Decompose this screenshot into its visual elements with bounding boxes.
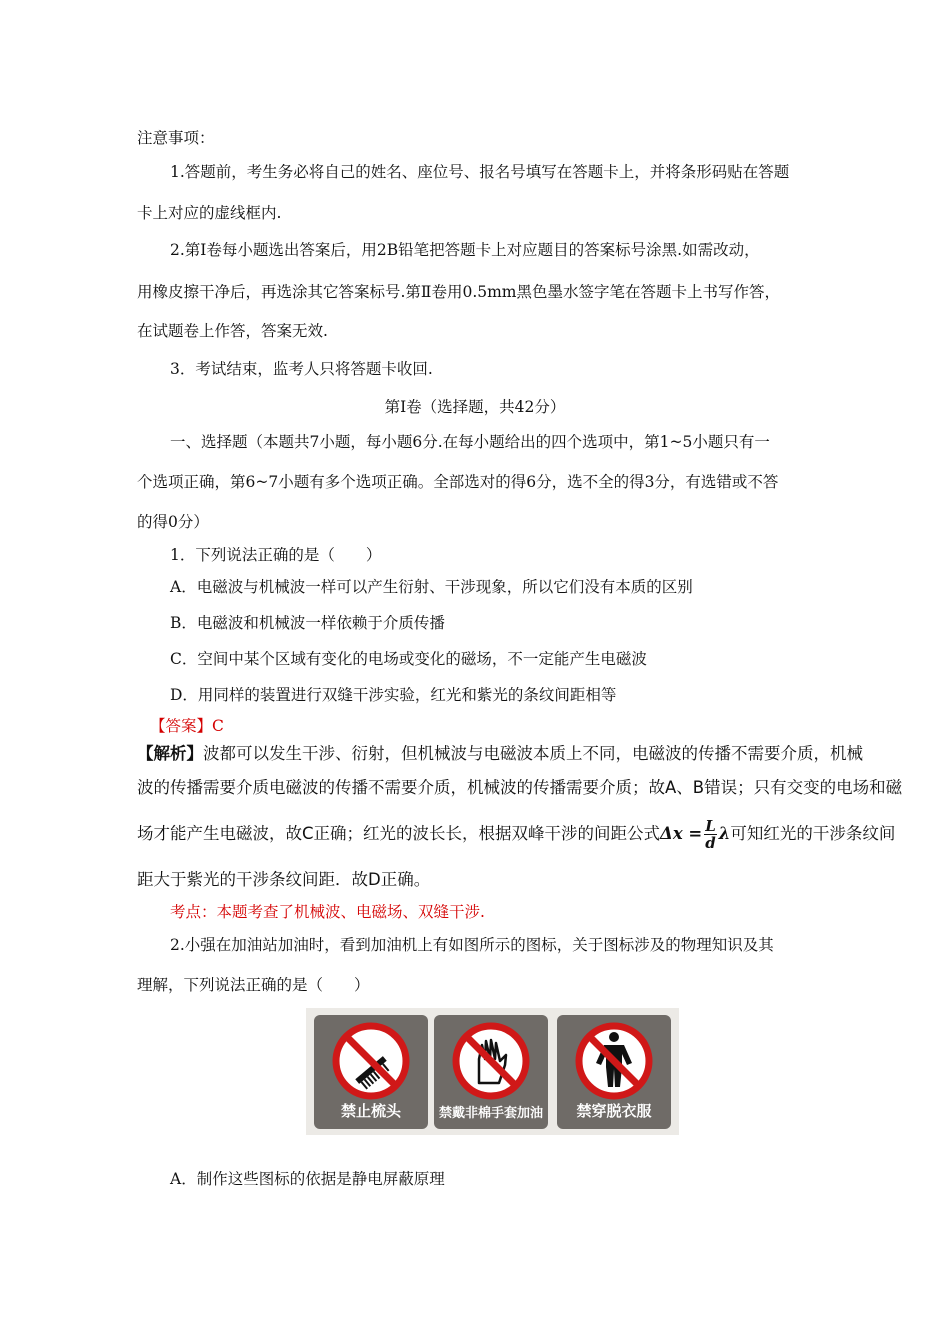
answer-tag: 【答案】 — [150, 717, 213, 735]
notice-item-3: 3．考试结束，监考人只将答题卡收回. — [170, 360, 433, 378]
notice-item-2: 2.第Ⅰ卷每小题选出答案后，用2B铅笔把答题卡上对应题目的答案标号涂黑.如需改动， — [170, 241, 760, 259]
formula-rhs: λ — [718, 824, 731, 843]
analysis-text-3b: 可知红光的干涉条纹间 — [730, 824, 896, 843]
q2-stem: 2.小强在加油站加油时，看到加油机上有如图所示的图标，关于图标涉及的物理知识及其 — [170, 936, 774, 954]
notice-item-1: 1.答题前，考生务必将自己的姓名、座位号、报名号填写在答题卡上，并将条形码贴在答题 — [170, 163, 790, 181]
q1-analysis-3 — [137, 818, 895, 851]
q1-stem: 1．下列说法正确的是（ ） — [170, 546, 382, 564]
q1-analysis-4: 距大于紫光的干涉条纹间距．故D正确。 — [137, 870, 431, 889]
analysis-text-1: 波都可以发生干涉、衍射，但机械波与电磁波本质上不同，电磁波的传播不需要介质，机械 — [203, 744, 863, 763]
no-clothes-icon — [574, 1021, 654, 1101]
q1-kaodian: 考点：本题考查了机械波、电磁场、双缝干涉. — [170, 903, 485, 921]
section-intro-cont2: 的得0分） — [137, 513, 209, 531]
formula-numerator: L — [705, 817, 716, 835]
notice-item-2-cont2: 在试题卷上作答，答案无效. — [137, 322, 328, 340]
answer-value: C — [212, 717, 224, 735]
no-glove-icon — [451, 1021, 531, 1101]
q1-option-d: D．用同样的装置进行双缝干涉实验，红光和紫光的条纹间距相等 — [170, 686, 617, 704]
q1-analysis-1 — [137, 742, 863, 766]
sign-no-glove — [434, 1015, 548, 1129]
sign-label: 禁穿脱衣服 — [576, 1102, 652, 1120]
interference-formula — [660, 818, 730, 851]
q1-option-a: A．电磁波与机械波一样可以产生衍射、干涉现象，所以它们没有本质的区别 — [170, 578, 693, 596]
section-intro: 一、选择题（本题共7小题，每小题6分.在每小题给出的四个选项中，第1~5小题只有一 — [170, 433, 770, 451]
formula-fraction — [704, 818, 717, 851]
analysis-text-3a: 场才能产生电磁波，故C正确；红光的波长长，根据双峰干涉的间距公式 — [137, 824, 661, 843]
analysis-tag: 【解析】 — [137, 744, 203, 763]
q1-analysis-2: 波的传播需要介质电磁波的传播不需要介质，机械波的传播需要介质；故A、B错误；只有交变的电场和磁 — [137, 778, 903, 797]
q2-option-a: A．制作这些图标的依据是静电屏蔽原理 — [170, 1170, 445, 1188]
sign-label: 禁止梳头 — [340, 1102, 401, 1120]
notice-title: 注意事项： — [137, 129, 215, 147]
notice-item-2-cont: 用橡皮擦干净后，再选涂其它答案标号.第Ⅱ卷用0.5mm黑色墨水签字笔在答题卡上书写作答， — [137, 283, 781, 301]
q2-stem-cont: 理解，下列说法正确的是（ ） — [137, 976, 370, 994]
formula-lhs: Δx = — [660, 824, 703, 843]
q1-option-c: C．空间中某个区域有变化的电场或变化的磁场，不一定能产生电磁波 — [170, 650, 647, 668]
notice-item-1-cont: 卡上对应的虚线框内. — [137, 204, 282, 222]
formula-denominator: d — [705, 834, 716, 852]
section-title: 第Ⅰ卷（选择题，共42分） — [384, 398, 566, 416]
no-comb-icon — [331, 1021, 411, 1101]
sign-label: 禁戴非棉手套加油 — [438, 1106, 543, 1121]
section-intro-cont: 个选项正确，第6~7小题有多个选项正确。全部选对的得6分，选不全的得3分，有选错或不答 — [137, 473, 779, 491]
q1-answer — [150, 715, 224, 737]
sign-no-clothes — [557, 1015, 671, 1129]
q1-option-b: B．电磁波和机械波一样依赖于介质传播 — [170, 614, 445, 632]
sign-no-comb — [314, 1015, 428, 1129]
gas-station-signs-figure — [306, 1008, 679, 1135]
